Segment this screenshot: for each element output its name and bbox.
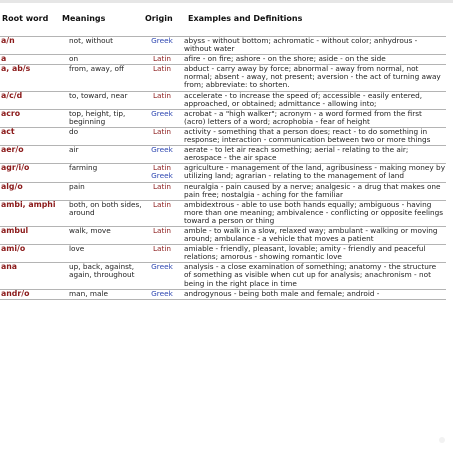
top-border <box>0 0 453 3</box>
root-word-cell: ambi, amphi <box>0 200 66 226</box>
root-word-cell: alg/o <box>0 182 66 200</box>
meaning-cell: farming <box>66 164 144 182</box>
examples-cell: agriculture - management of the land, agribusiness - making money by utilizing land; agrarian - relating to the management of land <box>180 164 446 182</box>
root-word-cell: a, ab/s <box>0 65 66 91</box>
root-word-cell: ana <box>0 263 66 289</box>
root-word-cell: act <box>0 127 66 145</box>
origin-cell: Latin <box>144 65 180 91</box>
examples-cell: activity - something that a person does; react - to do something in response; interaction - communication between two or more things <box>180 127 446 145</box>
origin-cell: Greek <box>144 146 180 164</box>
header-root-word: Root word <box>2 14 49 23</box>
header-origin: Origin <box>145 14 173 23</box>
table-row <box>0 245 446 263</box>
meaning-cell: from, away, off <box>66 65 144 91</box>
origin-cell <box>144 164 180 182</box>
origin-cell: Latin <box>144 245 180 263</box>
meaning-cell: air <box>66 146 144 164</box>
examples-cell: androgynous - being both male and female; android - <box>180 289 446 299</box>
root-word-cell: aer/o <box>0 146 66 164</box>
header-examples: Examples and Definitions <box>188 14 303 23</box>
root-word-cell: a/c/d <box>0 91 66 109</box>
examples-cell: analysis - a close examination of something; anatomy - the structure of something as visible when cut up for analysis; anachronism - not being in the right place in time <box>180 263 446 289</box>
table-row <box>0 37 446 55</box>
watermark-dot <box>439 437 445 443</box>
examples-cell: ambidextrous - able to use both hands equally; ambiguous - having more than one meaning; ambivalence - conflicting or opposite feelings toward a person or thing <box>180 200 446 226</box>
origin-cell: Latin <box>144 91 180 109</box>
examples-cell: amble - to walk in a slow, relaxed way; ambulant - walking or moving around; ambulance - a vehicle that moves a patient <box>180 226 446 244</box>
origin-cell: Latin <box>144 182 180 200</box>
origin-line: Greek <box>151 171 173 181</box>
root-word-cell: a/n <box>0 37 66 55</box>
examples-cell: afire - on fire; ashore - on the shore; aside - on the side <box>180 55 446 65</box>
examples-cell: accelerate - to increase the speed of; accessible - easily entered, approached, or obtained; admittance - allowing into; <box>180 91 446 109</box>
root-word-cell: a <box>0 55 66 65</box>
table-row <box>0 91 446 109</box>
table-row <box>0 164 446 182</box>
examples-cell: amiable - friendly, pleasant, lovable; amity - friendly and peaceful relations; amorous - showing romantic love <box>180 245 446 263</box>
table-row <box>0 263 446 289</box>
meaning-cell: both, on both sides, around <box>66 200 144 226</box>
origin-line: Latin <box>152 163 172 173</box>
origin-cell: Latin <box>144 226 180 244</box>
meaning-cell: top, height, tip, beginning <box>66 109 144 127</box>
root-words-table <box>0 36 446 300</box>
meaning-cell: not, without <box>66 37 144 55</box>
root-word-cell: ambul <box>0 226 66 244</box>
header-meanings: Meanings <box>62 14 106 23</box>
table-row <box>0 127 446 145</box>
meaning-cell: pain <box>66 182 144 200</box>
origin-cell: Greek <box>144 37 180 55</box>
origin-cell: Latin <box>144 55 180 65</box>
root-word-cell: andr/o <box>0 289 66 299</box>
table-header <box>0 14 453 28</box>
meaning-cell: do <box>66 127 144 145</box>
examples-cell: neuralgia - pain caused by a nerve; analgesic - a drug that makes one pain free; nostalgia - aching for the familiar <box>180 182 446 200</box>
origin-cell: Greek <box>144 289 180 299</box>
table-row <box>0 182 446 200</box>
origin-cell: Greek <box>144 109 180 127</box>
examples-cell: aerate - to let air reach something; aerial - relating to the air; aerospace - the air space <box>180 146 446 164</box>
meaning-cell: love <box>66 245 144 263</box>
origin-cell: Latin <box>144 200 180 226</box>
origin-cell: Greek <box>144 263 180 289</box>
table-row <box>0 65 446 91</box>
examples-cell: abduct - carry away by force; abnormal - away from normal, not normal; absent - away, not present; aversion - the act of turning away from; abbreviate: to shorten. <box>180 65 446 91</box>
table-row <box>0 200 446 226</box>
examples-cell: acrobat - a "high walker"; acronym - a word formed from the first (acro) letters of a word; acrophobia - fear of height <box>180 109 446 127</box>
root-word-cell: agr/i/o <box>0 164 66 182</box>
table-row <box>0 146 446 164</box>
root-word-cell: ami/o <box>0 245 66 263</box>
origin-cell: Latin <box>144 127 180 145</box>
table-row <box>0 226 446 244</box>
meaning-cell: to, toward, near <box>66 91 144 109</box>
table-row <box>0 289 446 299</box>
table-row <box>0 55 446 65</box>
table-row <box>0 109 446 127</box>
root-word-cell: acro <box>0 109 66 127</box>
meaning-cell: man, male <box>66 289 144 299</box>
meaning-cell: walk, move <box>66 226 144 244</box>
meaning-cell: up, back, against, again, throughout <box>66 263 144 289</box>
meaning-cell: on <box>66 55 144 65</box>
examples-cell: abyss - without bottom; achromatic - without color; anhydrous - without water <box>180 37 446 55</box>
